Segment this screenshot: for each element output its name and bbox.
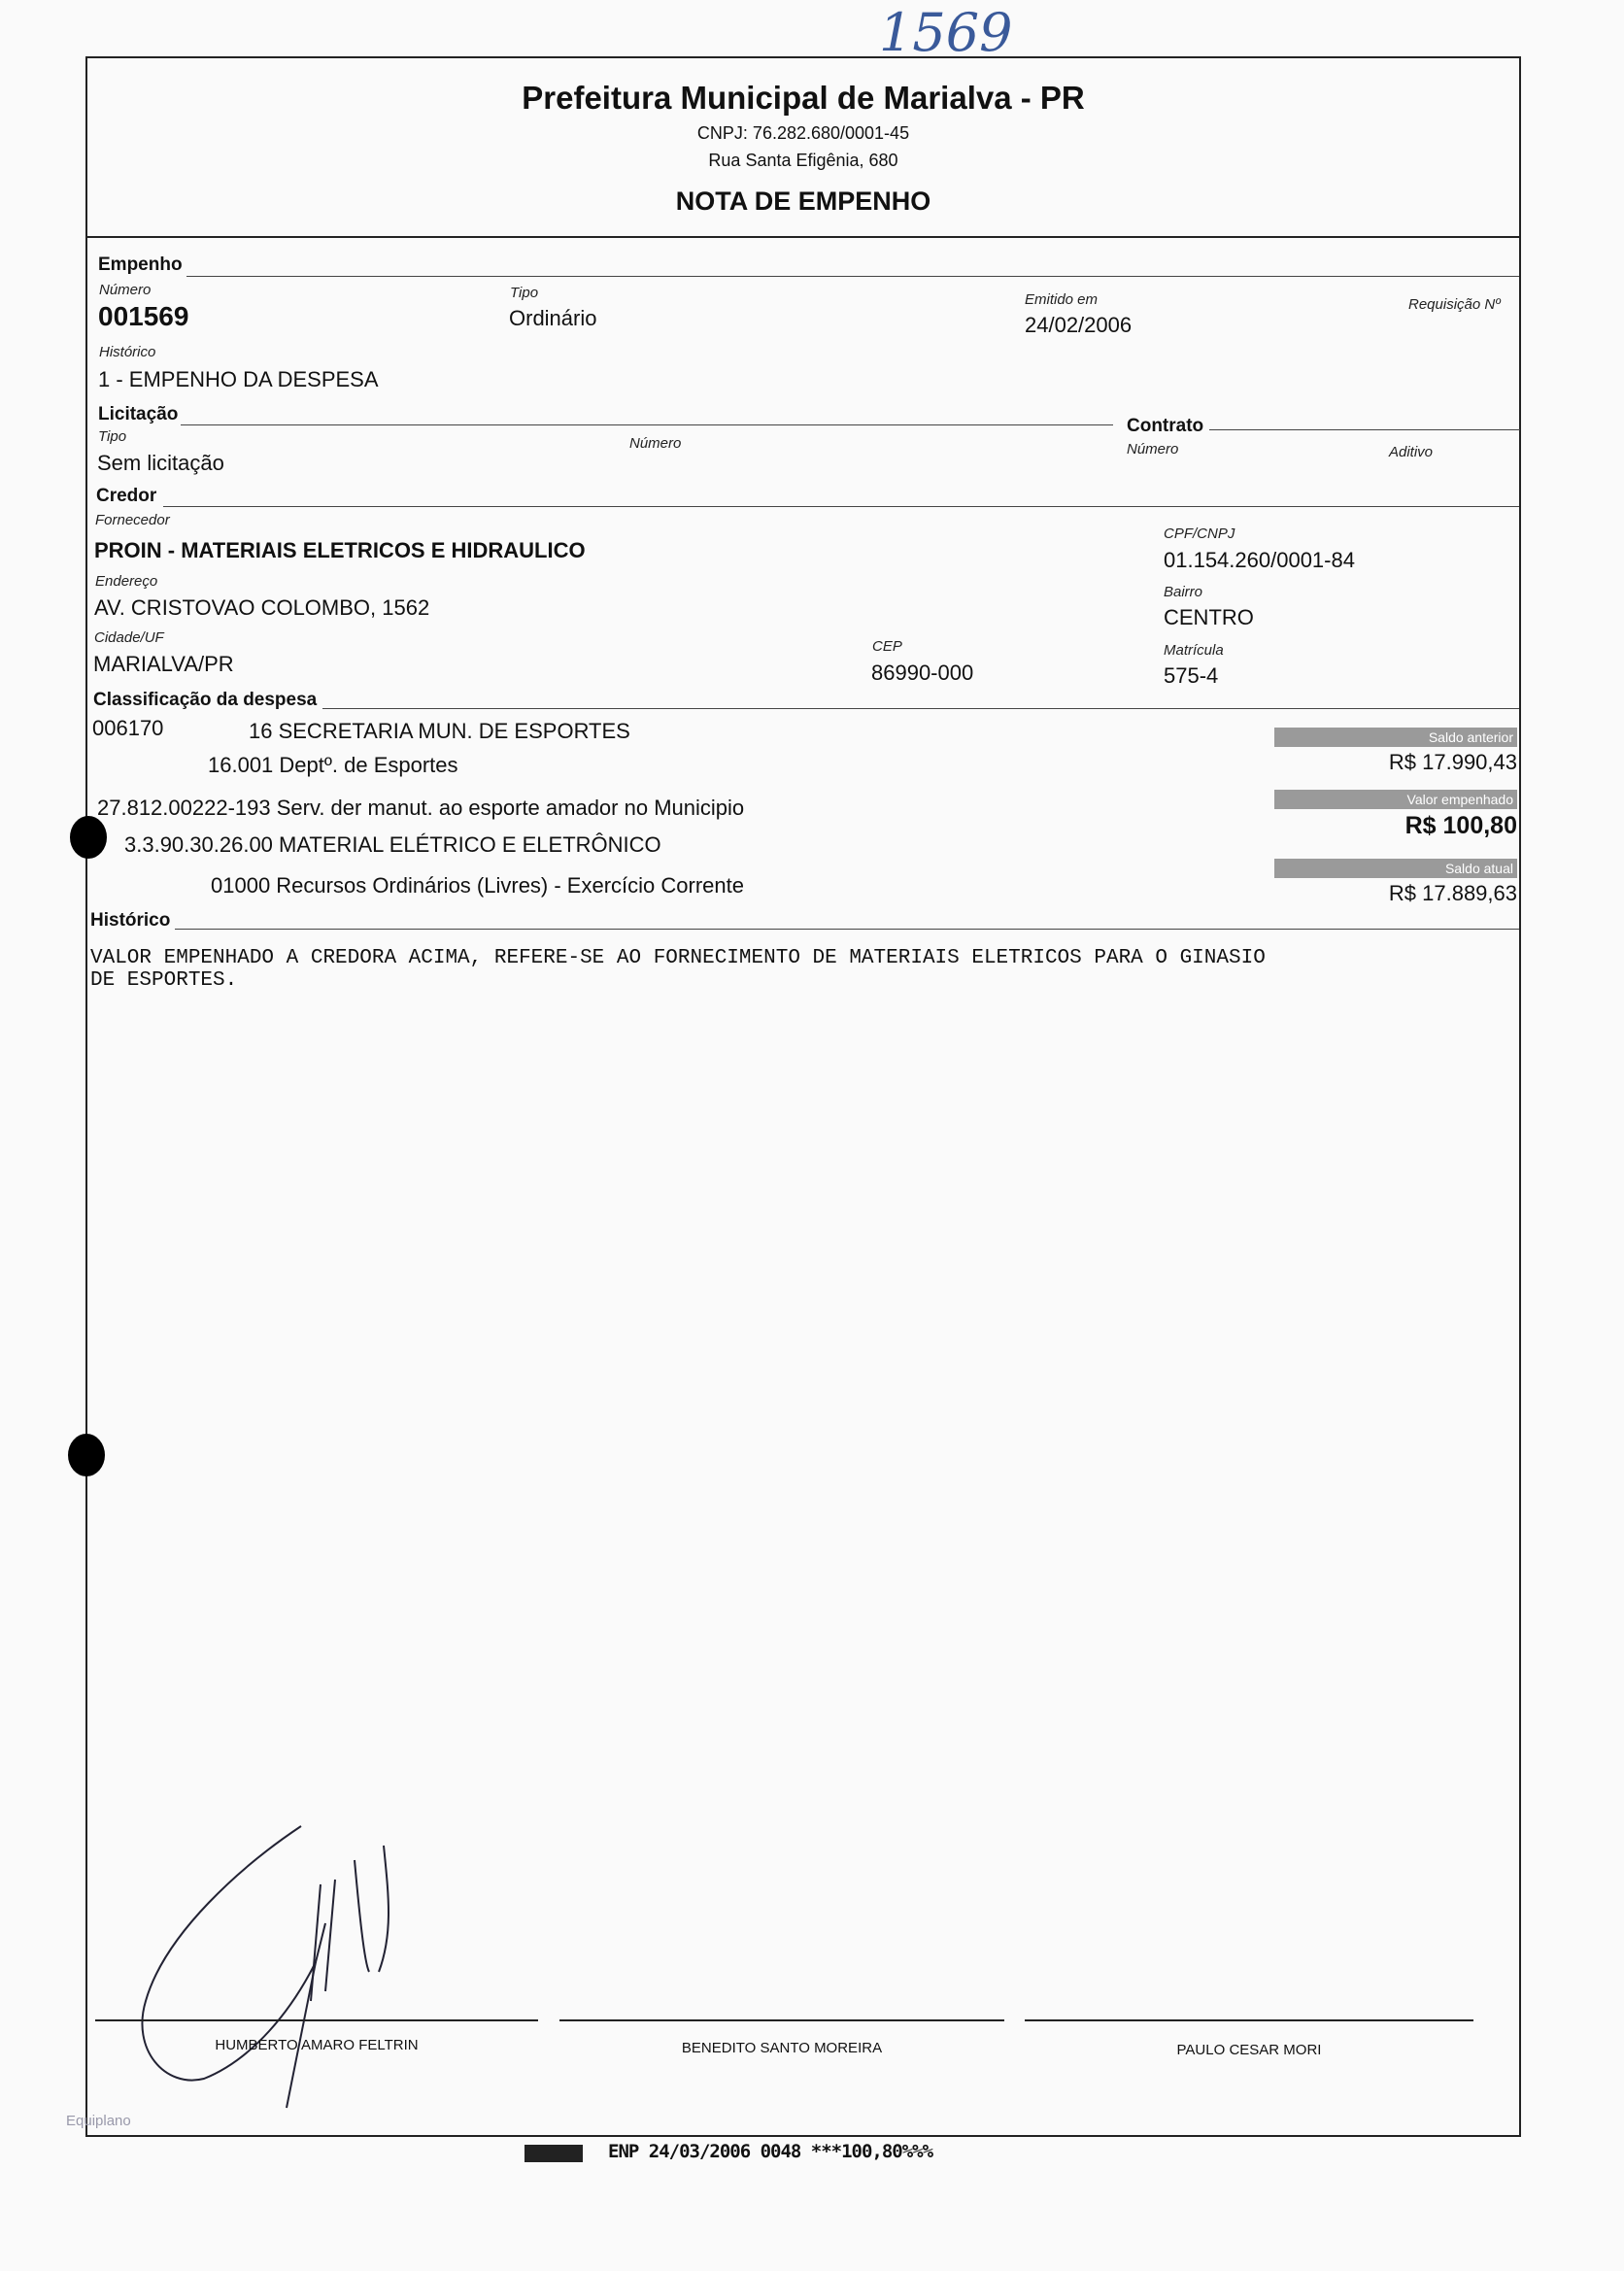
- empenho-tipo: Ordinário: [509, 306, 597, 330]
- empenho-section-label: Empenho: [98, 254, 183, 275]
- classificacao-orgao: 16 SECRETARIA MUN. DE ESPORTES: [249, 719, 630, 743]
- handwritten-page-number: 1569: [879, 2, 1013, 63]
- empenho-historico: 1 - EMPENHO DA DESPESA: [98, 367, 379, 391]
- saldo-anterior: R$ 17.990,43: [1388, 750, 1517, 774]
- contrato-numero-label: Número: [1127, 441, 1179, 458]
- cnpj-text: CNPJ: 76.282.680/0001-45: [696, 123, 910, 143]
- empenho-tipo-label: Tipo: [510, 285, 539, 301]
- cidade-label: Cidade/UF: [94, 629, 164, 646]
- bairro-label: Bairro: [1164, 584, 1203, 600]
- cpf-cnpj-label: CPF/CNPJ: [1164, 525, 1235, 542]
- signature-name-2: BENEDITO SANTO MOREIRA: [681, 2040, 883, 2056]
- cep: 86990-000: [871, 661, 974, 685]
- header-divider: [85, 236, 1521, 238]
- emitido-label: Emitido em: [1025, 291, 1099, 308]
- contrato-aditivo-label: Aditivo: [1389, 444, 1434, 460]
- historico-rule: [175, 929, 1519, 930]
- punch-hole: [70, 816, 107, 859]
- signature-line-2: [559, 2019, 1004, 2021]
- empenho-historico-label: Histórico: [99, 344, 156, 360]
- credor-rule: [163, 506, 1519, 507]
- historico-line-2: DE ESPORTES.: [90, 969, 238, 992]
- saldo-anterior-bar: Saldo anterior: [1274, 728, 1517, 747]
- signature-scribble: [126, 1768, 437, 2118]
- stamp-logo: [524, 2145, 583, 2162]
- cpf-cnpj: 01.154.260/0001-84: [1164, 548, 1355, 572]
- emitido-date: 24/02/2006: [1025, 313, 1133, 337]
- valor-empenhado: R$ 100,80: [1404, 812, 1517, 839]
- fornecedor-label: Fornecedor: [95, 512, 170, 528]
- address-text: Rua Santa Efigênia, 680: [708, 151, 898, 170]
- matricula: 575-4: [1164, 663, 1219, 688]
- cidade: MARIALVA/PR: [93, 652, 234, 676]
- licitacao-tipo-label: Tipo: [98, 428, 127, 445]
- classificacao-section-label: Classificação da despesa: [93, 690, 318, 710]
- requisicao-label: Requisição Nº: [1408, 296, 1501, 313]
- contrato-section-label: Contrato: [1127, 416, 1204, 436]
- saldo-atual-bar: Saldo atual: [1274, 859, 1517, 878]
- contrato-rule: [1209, 429, 1520, 430]
- cep-label: CEP: [872, 638, 902, 655]
- empenho-rule: [186, 276, 1519, 277]
- credor-section-label: Credor: [96, 486, 157, 506]
- signature-name-3: PAULO CESAR MORI: [1176, 2042, 1322, 2058]
- historico-section-label: Histórico: [90, 910, 171, 931]
- historico-line-1: VALOR EMPENHADO A CREDORA ACIMA, REFERE-SE AO FORNECIMENTO DE MATERIAIS ELETRICOS PARA O GINASIO: [90, 947, 1266, 969]
- licitacao-rule: [181, 424, 1113, 425]
- fornecedor-name: PROIN - MATERIAIS ELETRICOS E HIDRAULICO: [94, 538, 586, 562]
- valor-empenhado-bar: Valor empenhado: [1274, 790, 1517, 809]
- empenho-numero: 001569: [98, 301, 189, 331]
- licitacao-section-label: Licitação: [98, 404, 179, 424]
- licitacao-tipo: Sem licitação: [97, 451, 224, 475]
- matricula-label: Matrícula: [1164, 642, 1224, 659]
- signature-line-1: [95, 2019, 538, 2021]
- classificacao-recurso: 01000 Recursos Ordinários (Livres) - Exercício Corrente: [211, 873, 744, 898]
- bairro: CENTRO: [1164, 605, 1254, 629]
- signature-name-1: HUMBERTO AMARO FELTRIN: [215, 2037, 419, 2053]
- classificacao-elemento: 3.3.90.30.26.00 MATERIAL ELÉTRICO E ELETRÔNICO: [124, 832, 661, 857]
- document-title: NOTA DE EMPENHO: [675, 186, 931, 216]
- endereco: AV. CRISTOVAO COLOMBO, 1562: [94, 595, 430, 620]
- punch-hole: [68, 1434, 105, 1476]
- classificacao-funcional: 27.812.00222-193 Serv. der manut. ao esporte amador no Municipio: [97, 796, 745, 820]
- saldo-atual: R$ 17.889,63: [1388, 881, 1517, 905]
- empenho-numero-label: Número: [99, 282, 152, 298]
- classificacao-code: 006170: [92, 716, 164, 740]
- classificacao-rule: [322, 708, 1519, 709]
- signature-line-3: [1025, 2019, 1473, 2021]
- software-mark: Equiplano: [66, 2113, 131, 2129]
- endereco-label: Endereço: [95, 573, 158, 590]
- classificacao-unidade: 16.001 Deptº. de Esportes: [208, 753, 458, 777]
- stamp-text: ENP 24/03/2006 0048 ***100,80%%%: [608, 2141, 933, 2162]
- licitacao-numero-label: Número: [629, 435, 682, 452]
- municipality-title: Prefeitura Municipal de Marialva - PR: [522, 80, 1085, 116]
